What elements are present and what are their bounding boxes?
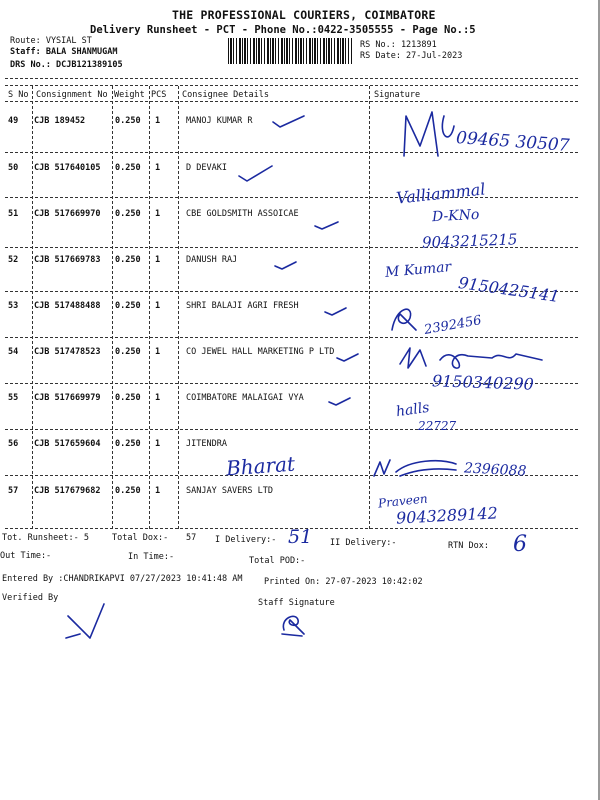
- col-pcs: PCS: [151, 90, 167, 100]
- row-weight: 0.250: [115, 439, 141, 449]
- handwritten-phone: 9150340290: [431, 371, 535, 394]
- row-sno: 56: [8, 439, 19, 449]
- row-weight: 0.250: [115, 347, 141, 357]
- total-runsheet: Tot. Runsheet:- 5: [2, 533, 89, 543]
- col-consignment: Consignment No: [36, 90, 108, 100]
- row-consignment: CJB 517659604: [34, 439, 101, 449]
- tick-mark: [322, 304, 350, 318]
- total-pod-label: Total POD:-: [249, 556, 306, 566]
- row-sno: 55: [8, 393, 19, 403]
- handwritten-name: M Kumar: [384, 259, 452, 281]
- row-consignee: CBE GOLDSMITH ASSOICAE: [186, 209, 299, 219]
- ii-delivery-label: II Delivery:-: [330, 538, 397, 548]
- row-weight: 0.250: [115, 116, 141, 126]
- row-consignee: CO JEWEL HALL MARKETING P LTD: [186, 347, 335, 357]
- handwritten-name: Valliammal: [395, 179, 487, 208]
- in-time-label: In Time:-: [128, 552, 175, 562]
- row-pcs: 1: [155, 209, 161, 219]
- row-sno: 49: [8, 116, 19, 126]
- row-consignee: JITENDRA: [186, 439, 227, 449]
- route-label: Route: VYSIAL ST: [10, 36, 92, 46]
- row-pcs: 1: [155, 486, 161, 496]
- col-consignee: Consignee Details: [182, 90, 269, 100]
- handwritten-note: D-KNo: [431, 206, 480, 226]
- row-weight: 0.250: [115, 255, 141, 265]
- company-title: THE PROFESSIONAL COURIERS, COIMBATORE: [172, 8, 436, 22]
- row-sno: 51: [8, 209, 19, 219]
- row-consignee: SHRI BALAJI AGRI FRESH: [186, 301, 299, 311]
- row-consignment: CJB 517640105: [34, 163, 101, 173]
- tick-mark: [270, 110, 310, 130]
- row-consignment: CJB 189452: [34, 116, 86, 126]
- handwritten-phone: 2396088: [463, 460, 527, 480]
- handwritten-name: Bharat: [225, 451, 296, 481]
- divider: [5, 101, 578, 102]
- row-sno: 53: [8, 301, 19, 311]
- row-consignee: COIMBATORE MALAIGAI VYA: [186, 393, 304, 403]
- row-sno: 57: [8, 486, 19, 496]
- row-pcs: 1: [155, 255, 161, 265]
- row-divider: [5, 429, 578, 430]
- handwritten-name: Praveen: [377, 491, 429, 511]
- handwritten-phone: 09465 30507: [455, 128, 571, 156]
- row-pcs: 1: [155, 163, 161, 173]
- row-consignee: DANUSH RAJ: [186, 255, 238, 265]
- row-weight: 0.250: [115, 393, 141, 403]
- row-weight: 0.250: [115, 163, 141, 173]
- row-consignment: CJB 517669783: [34, 255, 101, 265]
- entered-by: Entered By :CHANDRIKAPVI 07/27/2023 10:41:48 AM: [2, 574, 243, 584]
- handwritten-number: 22727: [418, 419, 457, 433]
- row-pcs: 1: [155, 439, 161, 449]
- out-time-label: Out Time:-: [0, 551, 52, 561]
- row-weight: 0.250: [115, 486, 141, 496]
- row-weight: 0.250: [115, 209, 141, 219]
- rs-number: RS No.: 1213891: [360, 40, 437, 50]
- row-weight: 0.250: [115, 301, 141, 311]
- row-consignment: CJB 517488488: [34, 301, 101, 311]
- row-divider: [5, 152, 578, 153]
- divider: [5, 85, 578, 86]
- verifier-signature: [60, 598, 110, 646]
- row-consignment: CJB 517679682: [34, 486, 101, 496]
- divider: [5, 78, 578, 79]
- row-consignee: D DEVAKI: [186, 163, 227, 173]
- total-dox-label: Total Dox:-: [112, 533, 169, 543]
- col-signature: Signature: [374, 90, 421, 100]
- signature-scribble: [396, 340, 546, 374]
- row-consignment: CJB 517669970: [34, 209, 101, 219]
- row-sno: 52: [8, 255, 19, 265]
- row-pcs: 1: [155, 347, 161, 357]
- rtn-count: 6: [513, 532, 527, 557]
- signature-scribble: [386, 300, 420, 336]
- delivery-count: 51: [288, 526, 313, 548]
- handwritten-phone: 2392456: [423, 313, 483, 338]
- staff-signature-scribble: [276, 608, 310, 638]
- drs-number: DRS No.: DCJB121389105: [10, 60, 123, 70]
- handwritten-phone: 9043215215: [421, 230, 518, 252]
- tick-mark: [326, 394, 354, 408]
- row-pcs: 1: [155, 116, 161, 126]
- col-weight: Weight: [114, 90, 145, 100]
- handwritten-phone: 9043289142: [395, 503, 499, 528]
- row-sno: 50: [8, 163, 19, 173]
- tick-mark: [272, 258, 300, 272]
- tick-mark: [334, 350, 362, 364]
- row-pcs: 1: [155, 393, 161, 403]
- row-sno: 54: [8, 347, 19, 357]
- tick-mark: [236, 162, 276, 184]
- tick-mark: [312, 218, 342, 232]
- col-sno: S No: [8, 90, 29, 100]
- total-dox-value: 57: [186, 533, 197, 543]
- runsheet-subtitle: Delivery Runsheet - PCT - Phone No.:0422-3505555 - Page No.:5: [90, 24, 476, 36]
- rs-date: RS Date: 27-Jul-2023: [360, 51, 463, 61]
- barcode: [228, 38, 352, 64]
- row-divider: [5, 197, 578, 198]
- rtn-dox-label: RTN Dox:: [448, 541, 489, 551]
- verified-by-label: Verified By: [2, 593, 59, 603]
- row-consignment: CJB 517478523: [34, 347, 101, 357]
- staff-label: Staff: BALA SHANMUGAM: [10, 47, 118, 57]
- i-delivery-label: I Delivery:-: [215, 535, 277, 545]
- row-divider: [5, 337, 578, 338]
- row-consignee: SANJAY SAVERS LTD: [186, 486, 273, 496]
- signature-scribble: [398, 106, 458, 162]
- row-consignment: CJB 517669979: [34, 393, 101, 403]
- row-pcs: 1: [155, 301, 161, 311]
- signature-scribble: [370, 456, 460, 482]
- printed-on: Printed On: 27-07-2023 10:42:02: [264, 577, 423, 587]
- staff-signature-label: Staff Signature: [258, 598, 335, 608]
- handwritten-note: halls: [395, 399, 431, 421]
- handwritten-phone: 9150425141: [457, 273, 561, 306]
- row-consignee: MANOJ KUMAR R: [186, 116, 253, 126]
